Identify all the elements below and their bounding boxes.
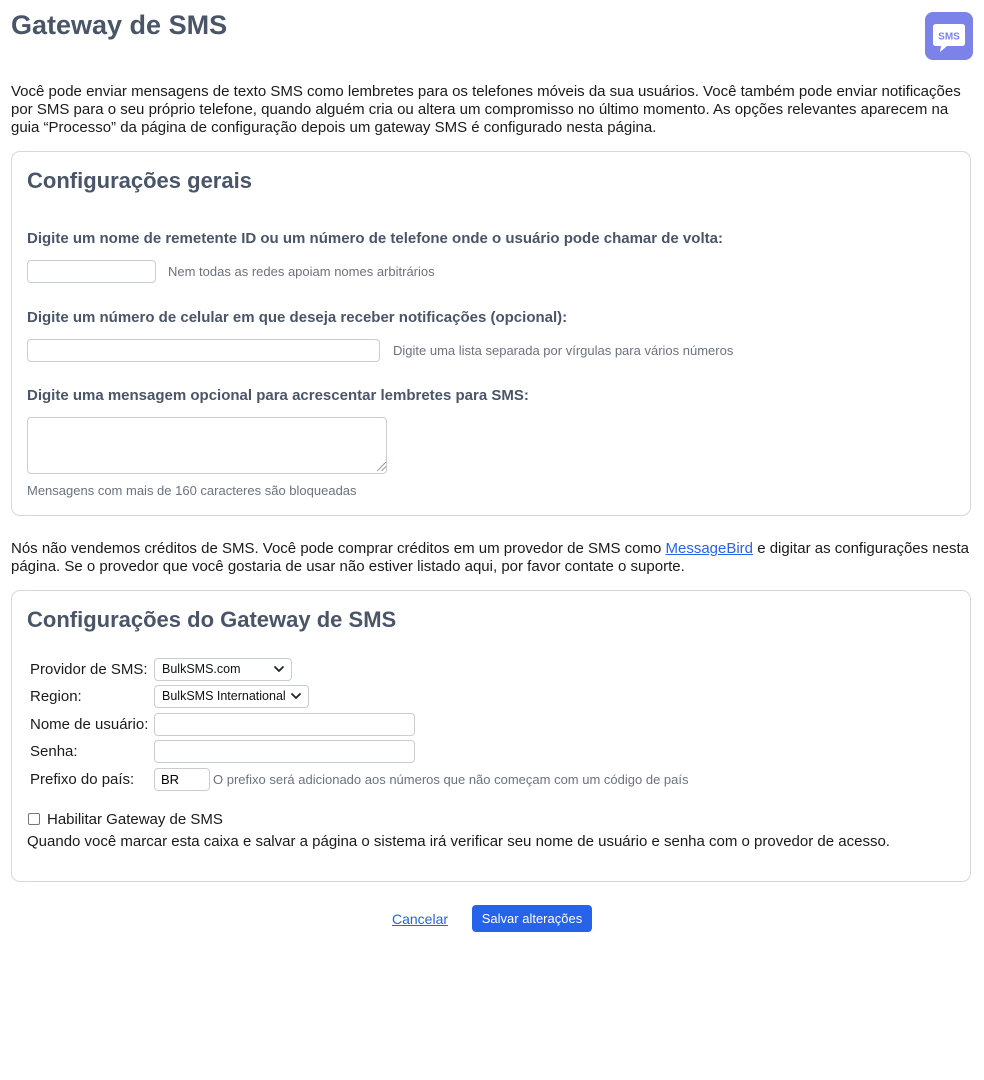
notice-text-before: Nós não vendemos créditos de SMS. Você pode comprar créditos em um provedor de SMS como <box>11 540 666 557</box>
reminder-message-label: Digite uma mensagem opcional para acrescentar lembretes para SMS: <box>27 387 529 404</box>
enable-gateway-label[interactable]: Habilitar Gateway de SMS <box>47 811 223 828</box>
sender-id-label: Digite um nome de remetente ID ou um número de telefone onde o usuário pode chamar de volta: <box>27 230 723 247</box>
chevron-down-icon <box>272 661 286 677</box>
password-label: Senha: <box>30 743 78 760</box>
enable-gateway-checkbox[interactable] <box>28 813 40 825</box>
region-select[interactable] <box>154 685 309 708</box>
username-label: Nome de usuário: <box>30 716 149 733</box>
enable-gateway-description: Quando você marcar esta caixa e salvar a página o sistema irá verificar seu nome de usuário e senha com o provedor de acesso. <box>27 833 890 850</box>
sender-id-hint: Nem todas as redes apoiam nomes arbitrários <box>168 264 435 279</box>
sms-logo-icon <box>925 12 973 60</box>
save-changes-button[interactable]: Salvar alterações <box>472 905 592 932</box>
reminder-message-textarea[interactable] <box>27 417 387 474</box>
country-prefix-label: Prefixo do país: <box>30 771 135 788</box>
region-label: Region: <box>30 688 82 705</box>
general-settings-title: Configurações gerais <box>27 168 252 193</box>
gateway-settings-title: Configurações do Gateway de SMS <box>27 607 397 632</box>
general-settings-card <box>11 151 971 516</box>
messagebird-link[interactable]: MessageBird <box>665 540 754 557</box>
gateway-settings-card <box>11 590 971 882</box>
mobile-number-label: Digite um número de celular em que deseja receber notificações (opcional): <box>27 309 568 326</box>
page-title: Gateway de SMS <box>11 10 228 40</box>
intro-text: Você pode enviar mensagens de texto SMS como lembretes para os telefones móveis da sua usuários. Você também pode enviar notificações por SMS para o seu próprio telefone, quando alguém cria ou altera um compromisso no último momento. As opções relevantes aparecem na guia “Processo” da página de configuração depois um gateway SMS é configurado nesta página. <box>11 83 961 136</box>
region-select-value: BulkSMS International <box>162 689 286 703</box>
reminder-message-hint: Mensagens com mais de 160 caracteres são bloqueadas <box>27 483 357 498</box>
country-prefix-input[interactable] <box>154 768 210 791</box>
password-input[interactable] <box>154 740 415 763</box>
cancel-link[interactable]: Cancelar <box>392 911 449 927</box>
sender-id-input[interactable] <box>27 260 156 283</box>
country-prefix-hint: O prefixo será adicionado aos números que não começam com um código de país <box>213 772 689 787</box>
resize-grip-icon[interactable] <box>377 462 386 471</box>
chevron-down-icon <box>289 688 303 704</box>
provider-label: Providor de SMS: <box>30 661 148 678</box>
mobile-number-input[interactable] <box>27 339 380 362</box>
logo-text: SMS <box>938 31 960 43</box>
provider-select[interactable] <box>154 658 292 681</box>
notice-text-after: e digitar as configurações nesta página. Se o provedor que você gostaria de usar não estiver listado aqui, por favor contate o suporte. <box>11 540 969 575</box>
username-input[interactable] <box>154 713 415 736</box>
mobile-number-hint: Digite uma lista separada por vírgulas para vários números <box>393 343 734 358</box>
sms-credits-notice <box>11 540 973 576</box>
provider-select-value: BulkSMS.com <box>162 662 241 676</box>
